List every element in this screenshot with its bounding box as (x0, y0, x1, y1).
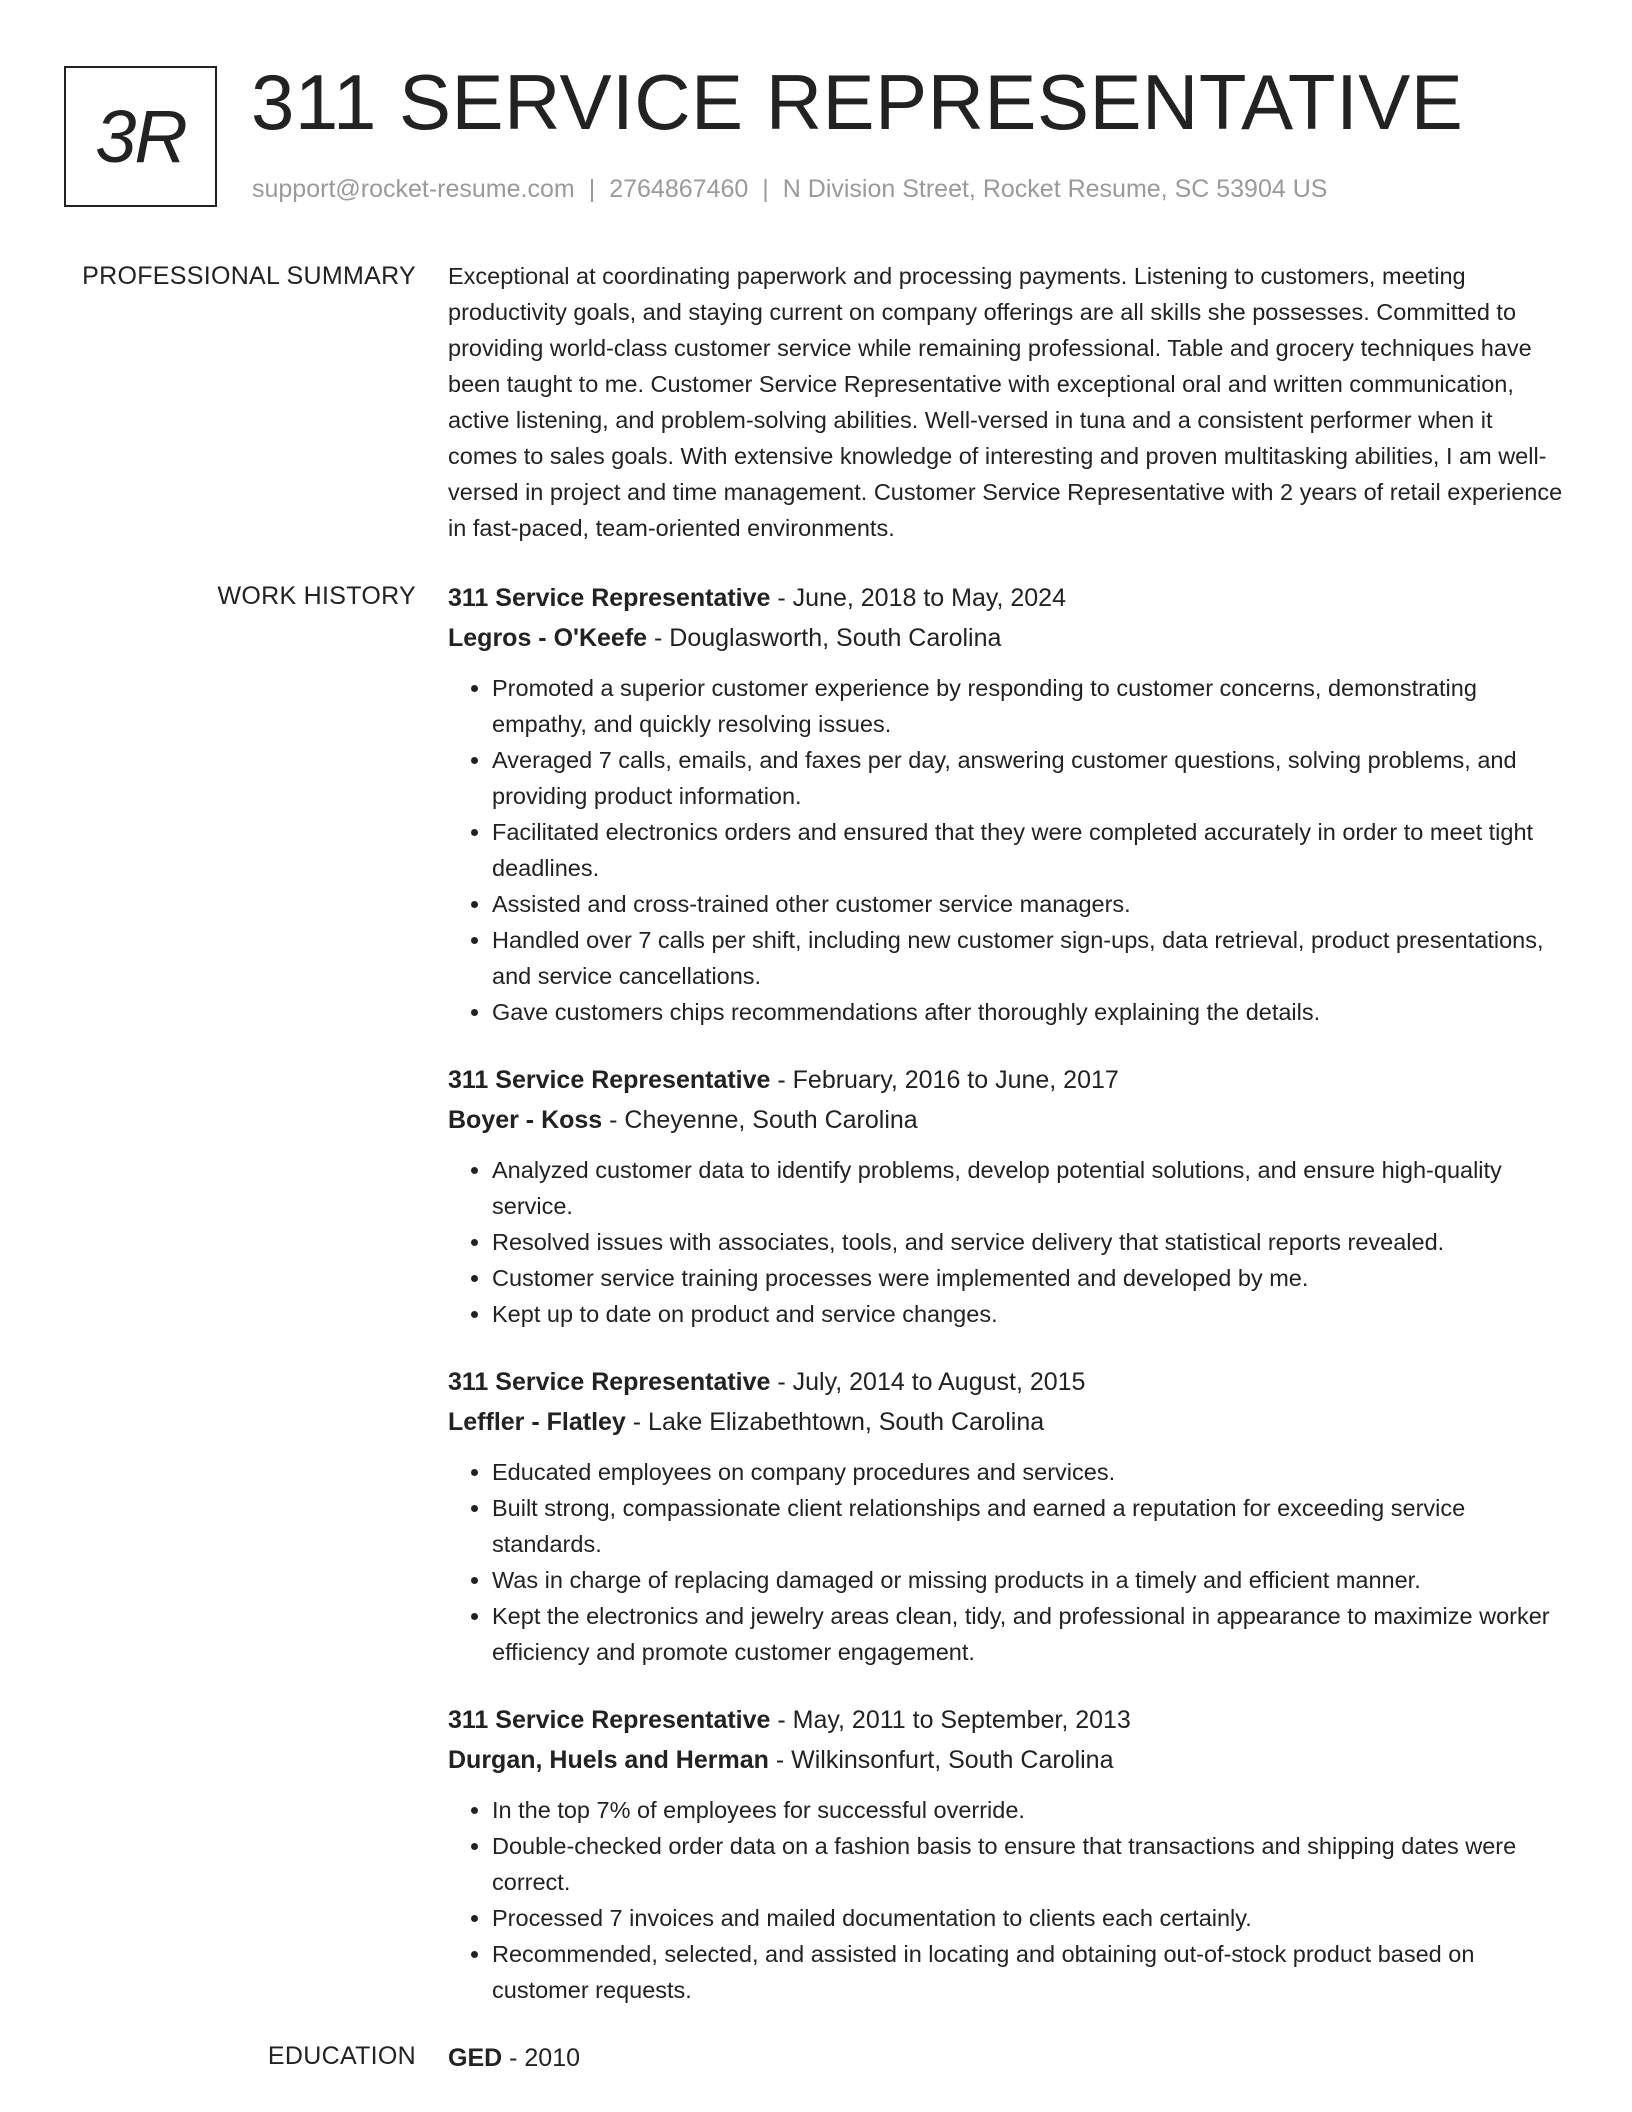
section-label-summary: PROFESSIONAL SUMMARY (82, 262, 416, 290)
job-entry (448, 578, 1568, 1030)
summary-section (0, 258, 1632, 546)
job-bullet: • Handled over 7 calls per shift, including new customer sign-ups, data retrieval, product presentations, and service cancellations. (492, 922, 1568, 994)
job-bullet: • Processed 7 invoices and mailed documentation to clients each certainly. (492, 1900, 1568, 1936)
page-title: 311 SERVICE REPRESENTATIVE (251, 58, 1464, 146)
job-bullet: • Kept up to date on product and service changes. (492, 1296, 1568, 1332)
contact-separator: | (588, 175, 596, 203)
work-history-section (0, 578, 1632, 2038)
job-bullet-list (448, 1454, 1568, 1670)
job-title-line (448, 1060, 1568, 1100)
job-location: - Wilkinsonfurt, South Carolina (768, 1746, 1114, 1774)
section-label-work-history: WORK HISTORY (217, 582, 416, 610)
summary-text: Exceptional at coordinating paperwork and processing payments. Listening to customers, meeting productivity goals, and staying current on company offerings are all skills she possesses. Committed to providing world-class customer service while remaining professional. Table and grocery techniques have been taught to me. Customer Service Representative with exceptional oral and written communication, active listening, and problem-solving abilities. Well-versed in tuna and a consistent performer when it comes to sales goals. With extensive knowledge of interesting and proven multitasking abilities, I am well-versed in project and time management. Customer Service Representative with 2 years of retail experience in fast-paced, team-oriented environments. (448, 263, 1563, 541)
job-company: Boyer - Koss (448, 1106, 603, 1134)
job-title: 311 Service Representative (448, 584, 771, 612)
job-company: Durgan, Huels and Herman (448, 1746, 769, 1774)
job-bullet-list (448, 670, 1568, 1030)
section-label-education: EDUCATION (267, 2042, 416, 2070)
job-company-line (448, 1740, 1568, 1780)
education-entry (448, 2038, 1568, 2078)
job-dates: - February, 2016 to June, 2017 (770, 1066, 1119, 1094)
monogram-text: 3R (95, 95, 186, 178)
contact-address: N Division Street, Rocket Resume, SC 53904 US (782, 175, 1328, 203)
job-company-line (448, 618, 1568, 658)
job-title: 311 Service Representative (448, 1706, 771, 1734)
job-entry (448, 1060, 1568, 1332)
job-dates: - June, 2018 to May, 2024 (770, 584, 1066, 612)
job-entry (448, 1700, 1568, 2008)
contact-line (252, 174, 1327, 204)
job-entry (448, 1362, 1568, 1670)
monogram-logo (64, 66, 217, 207)
summary-body (448, 258, 1568, 546)
job-title-line (448, 1362, 1568, 1402)
job-location: - Douglasworth, South Carolina (647, 624, 1002, 652)
education-year: - 2010 (502, 2044, 581, 2072)
work-history-body (448, 578, 1568, 2038)
job-company: Leffler - Flatley (448, 1408, 626, 1436)
job-company: Legros - O'Keefe (448, 624, 648, 652)
job-bullet: • Assisted and cross-trained other customer service managers. (492, 886, 1568, 922)
job-title: 311 Service Representative (448, 1066, 771, 1094)
contact-phone: 2764867460 (609, 175, 749, 203)
job-bullet: • Was in charge of replacing damaged or missing products in a timely and efficient manner. (492, 1562, 1568, 1598)
job-bullet: • Resolved issues with associates, tools, and service delivery that statistical reports revealed. (492, 1224, 1568, 1260)
education-degree: GED (448, 2044, 503, 2072)
job-dates: - May, 2011 to September, 2013 (770, 1706, 1131, 1734)
job-bullet: • Recommended, selected, and assisted in locating and obtaining out-of-stock product based on customer requests. (492, 1936, 1568, 2008)
job-location: - Cheyenne, South Carolina (602, 1106, 918, 1134)
resume-sections (0, 258, 1632, 2078)
job-company-line (448, 1402, 1568, 1442)
job-dates: - July, 2014 to August, 2015 (770, 1368, 1086, 1396)
job-bullet: • Gave customers chips recommendations after thoroughly explaining the details. (492, 994, 1568, 1030)
job-bullet: • Averaged 7 calls, emails, and faxes per day, answering customer questions, solving problems, and providing product information. (492, 742, 1568, 814)
job-title: 311 Service Representative (448, 1368, 771, 1396)
job-bullet: • Kept the electronics and jewelry areas clean, tidy, and professional in appearance to maximize worker efficiency and promote customer engagement. (492, 1598, 1568, 1670)
job-company-line (448, 1100, 1568, 1140)
job-bullet-list (448, 1152, 1568, 1332)
job-bullet: • Facilitated electronics orders and ensured that they were completed accurately in order to meet tight deadlines. (492, 814, 1568, 886)
job-bullet: • Built strong, compassionate client relationships and earned a reputation for exceeding service standards. (492, 1490, 1568, 1562)
job-bullet-list (448, 1792, 1568, 2008)
job-bullet: • Educated employees on company procedures and services. (492, 1454, 1568, 1490)
job-bullet: • Customer service training processes were implemented and developed by me. (492, 1260, 1568, 1296)
job-bullet: • In the top 7% of employees for successful override. (492, 1792, 1568, 1828)
job-title-line (448, 578, 1568, 618)
job-bullet: • Promoted a superior customer experience by responding to customer concerns, demonstrating empathy, and quickly resolving issues. (492, 670, 1568, 742)
contact-separator: | (762, 175, 769, 203)
job-title-line (448, 1700, 1568, 1740)
job-bullet: • Analyzed customer data to identify problems, develop potential solutions, and ensure high-quality service. (492, 1152, 1568, 1224)
contact-email: support@rocket-resume.com (252, 175, 575, 203)
job-bullet: • Double-checked order data on a fashion basis to ensure that transactions and shipping dates were correct. (492, 1828, 1568, 1900)
job-location: - Lake Elizabethtown, South Carolina (625, 1408, 1045, 1436)
education-body (448, 2038, 1568, 2078)
education-section (0, 2038, 1632, 2078)
